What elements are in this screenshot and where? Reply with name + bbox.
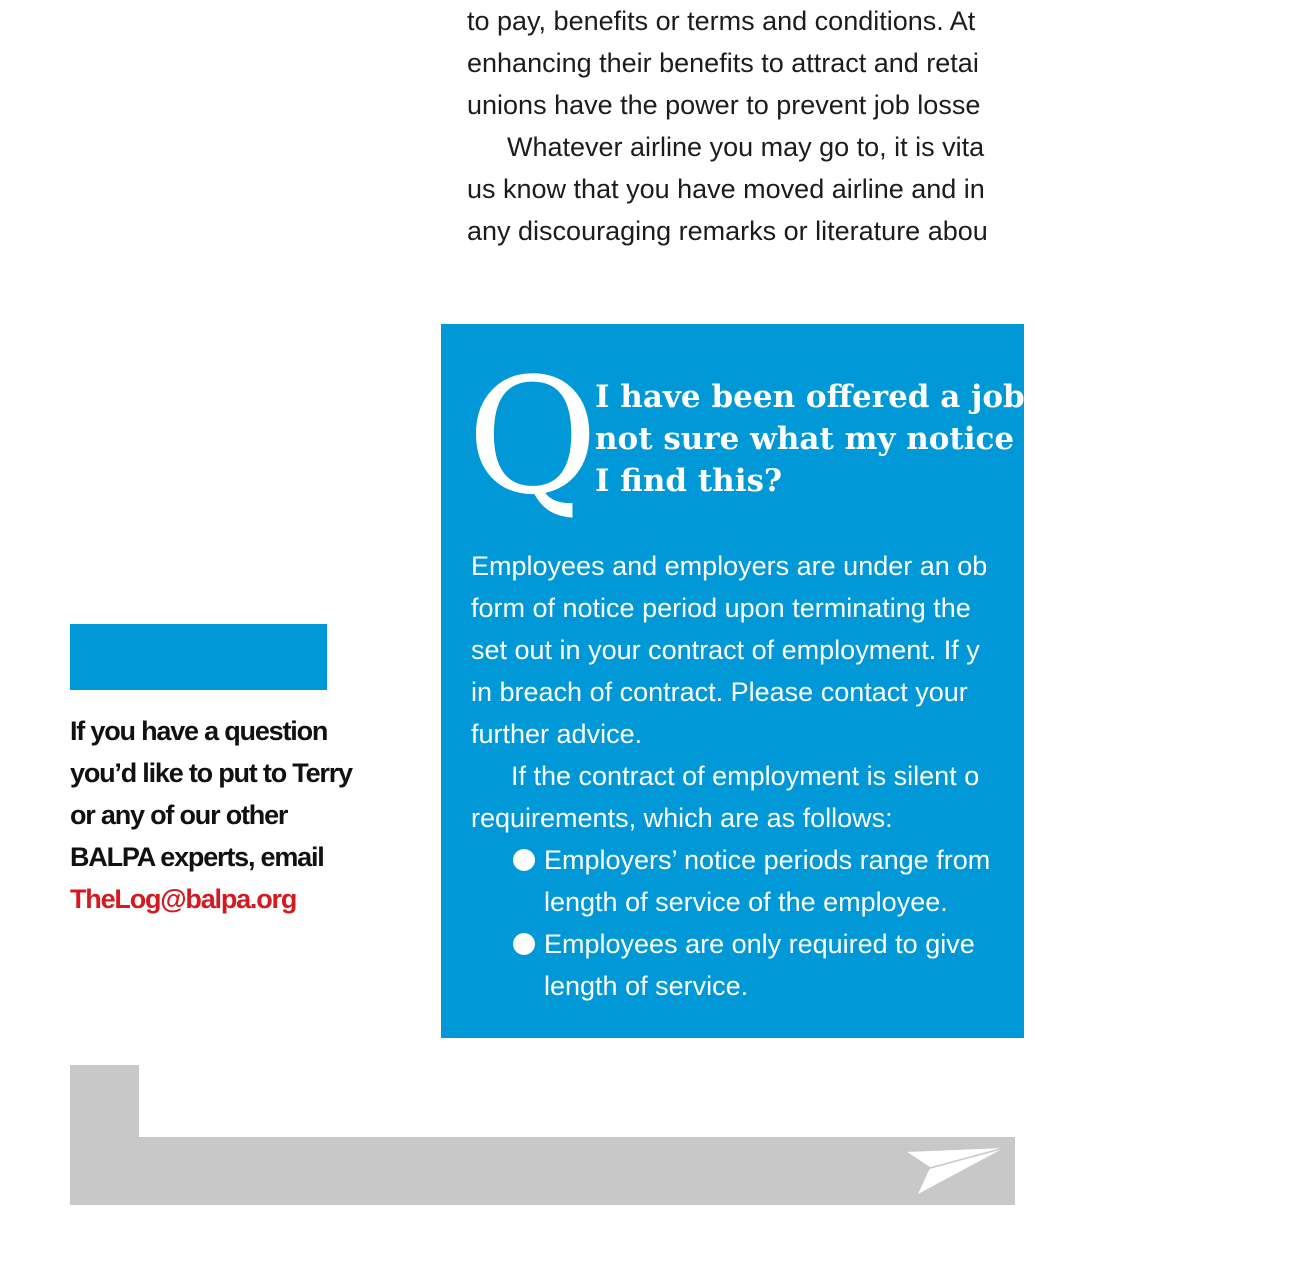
sidebar-accent-bar (70, 624, 327, 690)
bullet-line: length of service of the employee. (544, 887, 948, 917)
sidebar-line: you’d like to put to Terry (70, 758, 352, 788)
bullet-dot-icon (513, 849, 535, 871)
answer-body (471, 545, 1231, 1007)
article-line: any discouraging remarks or literature abou (467, 216, 988, 246)
question-heading (595, 376, 1295, 502)
answer-line: Employees and employers are under an ob (471, 551, 988, 581)
bullet-item (471, 839, 1231, 923)
email-link[interactable]: TheLog@balpa.org (70, 884, 297, 914)
bullet-dot-icon (513, 933, 535, 955)
answer-line: set out in your contract of employment. If y (471, 635, 980, 665)
bullet-line: Employers’ notice periods range from (544, 845, 991, 875)
article-line: to pay, benefits or terms and conditions. At (467, 6, 976, 36)
article-line: enhancing their benefits to attract and retai (467, 48, 979, 78)
question-line: not sure what my notice pe (595, 421, 1067, 457)
question-line: I have been offered a job wi (595, 379, 1074, 415)
sidebar-line: BALPA experts, email (70, 842, 324, 872)
answer-line: requirements, which are as follows: (471, 803, 893, 833)
sidebar-line: If you have a question (70, 716, 328, 746)
bullet-item (471, 923, 1231, 1007)
answer-line: further advice. (471, 719, 643, 749)
sidebar-callout (70, 710, 390, 920)
question-mark-letter: Q (467, 343, 599, 530)
footer-bar (70, 1137, 1015, 1205)
article-line: us know that you have moved airline and in (467, 174, 985, 204)
question-line: I find this? (595, 463, 783, 499)
article-body (467, 0, 1167, 252)
answer-line: in breach of contract. Please contact your (471, 677, 968, 707)
sidebar-line: or any of our other (70, 800, 288, 830)
article-line: unions have the power to prevent job losse (467, 90, 981, 120)
article-line: Whatever airline you may go to, it is vita (507, 132, 985, 162)
bullet-line: Employees are only required to give (544, 929, 975, 959)
qa-panel (441, 324, 1074, 1038)
paper-plane-icon (906, 1148, 1006, 1196)
answer-line: If the contract of employment is silent o (511, 761, 980, 791)
bullet-line: length of service. (544, 971, 749, 1001)
answer-line: form of notice period upon terminating the (471, 593, 971, 623)
footer-tab (70, 1065, 139, 1145)
